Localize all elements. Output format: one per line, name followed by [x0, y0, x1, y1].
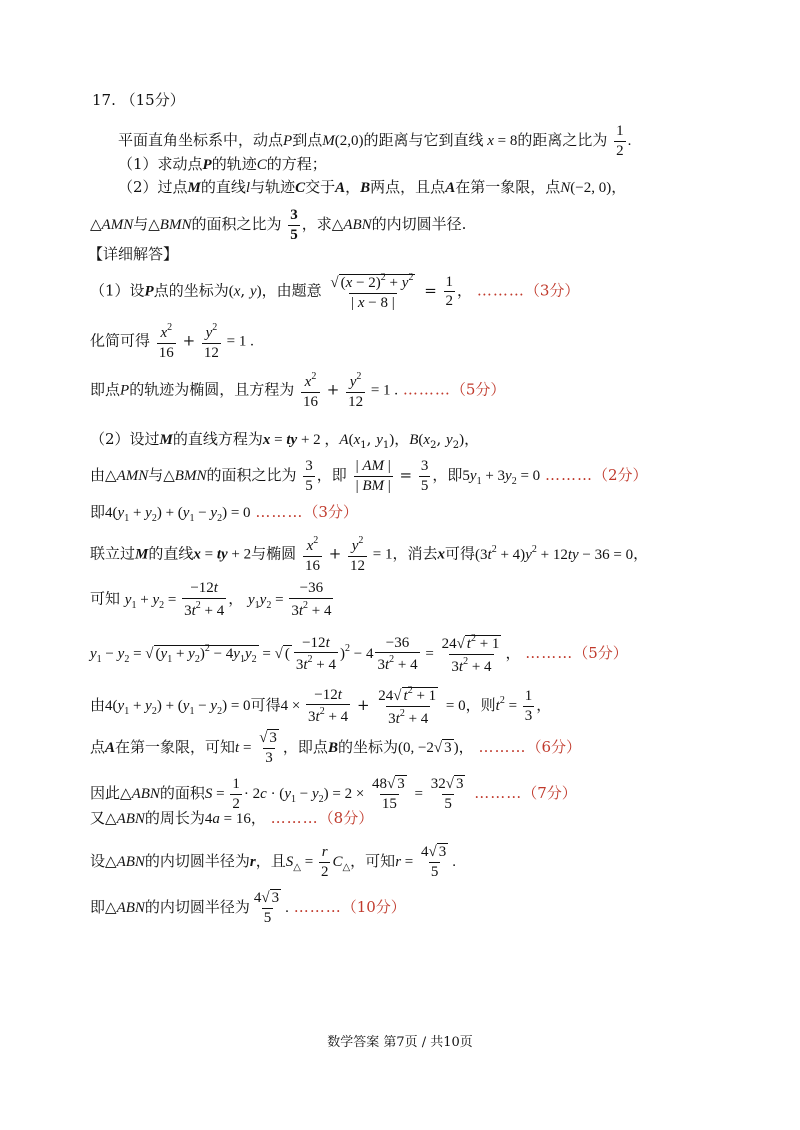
- score-3b: （3分）: [303, 503, 358, 521]
- solution-line-6: 即$4(y_1 + y_2) + (y_1 - y_2) = 0$ ………（3分）: [90, 503, 358, 524]
- score-5b: （5分）: [573, 644, 628, 662]
- solution-line-14: 设△ABN的内切圆半径为r，且$S_\triangle$ = $\frac{r}{2}$ $C_\triangle$，可知r = $\frac{4√ 3}{5}$ .: [90, 844, 456, 880]
- score-6: （6分）: [526, 738, 581, 756]
- score-3: （3分）: [524, 281, 580, 300]
- solution-line-7: 联立过M的直线x = ty + 2与椭圆 $\frac{x^2}{16}$ + $\frac{y^2}{12}$ = 1，消去x可得$(3t^2 + 4)y^2 + 12ty - 36 = 0$，: [90, 535, 649, 574]
- problem-stem: 平面直角坐标系中，动点P到点M(2,0)的距离与它到直线 x = 8的距离之比为 $\frac{1}{2}$ .: [118, 123, 632, 159]
- score-5: （5分）: [450, 380, 506, 399]
- solution-line-4: （2）设过M的直线方程为x = ty + 2 ，$A(x_1$, $y_1$)，$B(x_2$, $y_2$)，: [90, 430, 480, 451]
- solution-line-3: 即点P的轨迹为椭圆，且方程为 $\frac{x^2}{16}$ + $\frac{y^2}{12}$ = 1 . ………（5分）: [90, 371, 506, 410]
- solution-line-8: 可知 $y_1 + y_2$ = $\frac{-12t}{3t^2 + 4}$ ， $y_1y_2$ = $\frac{-36}{3t^2 + 4}$: [90, 580, 332, 619]
- problem-part2: （2）过点M的直线l与轨迹C交于A，B两点，且点A在第一象限，点N(−2, 0)，: [118, 178, 627, 196]
- solution-header: 【详细解答】: [88, 245, 179, 263]
- solution-line-1: （1）设P点的坐标为(x, y)，由题意 $\frac{√ (x - 2)^2 + y^2}{| x - 8 |}$ = $\frac{1}{2}$ ， ………（3分）: [90, 272, 580, 311]
- score-7: （7分）: [522, 784, 577, 802]
- score-10: （10分）: [341, 898, 406, 916]
- problem-header: [92, 93, 185, 108]
- problem-part2-cont: △AMN与△BMN的面积之比为 $\frac{3}{5}$ ，求△ABN的内切圆半径.: [90, 207, 467, 243]
- solution-line-13: 又△ABN的周长为4a = 16， ………（8分）: [90, 809, 374, 827]
- solution-line-10: 由$4(y_1 + y_2) + (y_1 - y_2) = 0$可得4 × $\frac{-12t}{3t^2 + 4}$ + $\frac{24√ t^2 + 1}{3t^2 + 4}$ = 0，则$t^2$ = $\frac{1}{3}$ ，: [90, 685, 552, 727]
- solution-line-2: 化简可得 $\frac{x^2}{16}$ + $\frac{y^2}{12}$ = 1 .: [90, 322, 254, 361]
- score-8: （8分）: [318, 809, 374, 827]
- solution-line-9: $y_1 - y_2$ = √ $(y_1 + y_2)^2 - 4y_1y_2$ = √ ( $\frac{-12t}{3t^2 + 4}$ )$^2$ − 4 $\frac{-36}{3t^2 + 4}$ = $\frac{24√ t^2 + 1}{3t^2 + 4}$ ， ………（5分）: [90, 633, 628, 675]
- solution-line-5: 由△AMN与△BMN的面积之比为 $\frac{3}{5}$ ，即 $\frac{| AM |}{| BM |}$ = $\frac{3}{5}$ ，即$5y_1 + 3y_2 = 0$ ………（2分）: [90, 458, 648, 494]
- solution-line-12: 因此△ABN的面积S = $\frac{1}{2}$ · $2c \cdot (y_1 - y_2) = 2$ × $\frac{48√ 3}{15}$ = $\frac{32√ 3}{5}$ ………（7分）: [90, 776, 577, 812]
- problem-number: 17.: [92, 91, 116, 109]
- problem-part1: （1）求动点P的轨迹C的方程；: [118, 155, 327, 173]
- page-footer: 数学答案 第7页 / 共10页: [327, 1035, 473, 1050]
- solution-line-15: 即△ABN的内切圆半径为 $\frac{4√ 3}{5}$ . ………（10分）: [90, 890, 406, 926]
- solution-line-11: 点A在第一象限，可知t = $\frac{√ 3}{3}$ ，即点B的坐标为(0, −2√ 3 )， ………（6分）: [90, 730, 581, 766]
- score-2: （2分）: [592, 466, 648, 484]
- problem-points: （15分）: [120, 91, 185, 109]
